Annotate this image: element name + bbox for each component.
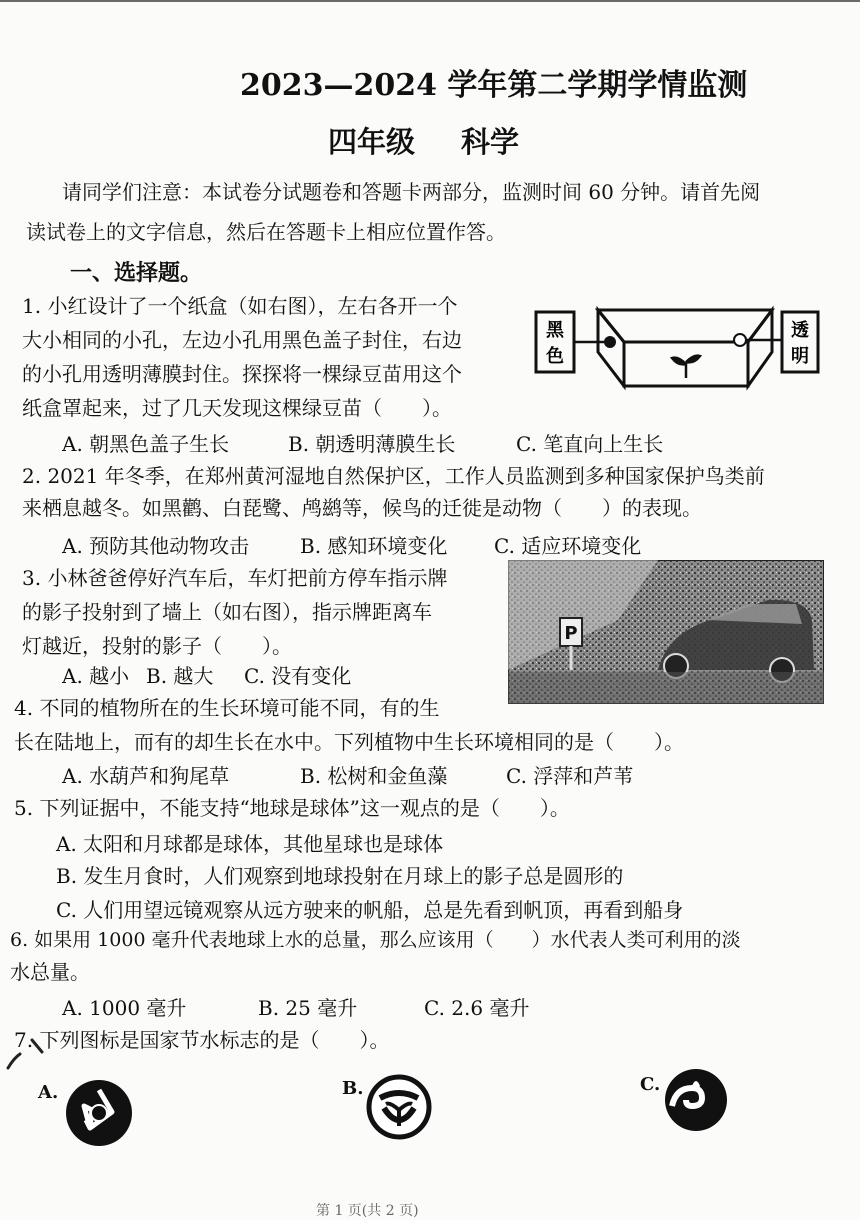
q6-line-2: 水总量。 bbox=[10, 960, 90, 984]
q5-line-1: 5. 下列证据中，不能支持“地球是球体”这一观点的是（ ）。 bbox=[14, 796, 570, 820]
subject-label: 科学 bbox=[461, 125, 520, 159]
parking-sign-letter: P bbox=[564, 623, 578, 644]
q2-line-1: 2. 2021 年冬季，在郑州黄河湿地自然保护区，工作人员监测到多种国家保护鸟类前 bbox=[22, 464, 765, 488]
handwritten-mark bbox=[2, 1036, 46, 1076]
q1-option-b: B. 朝透明薄膜生长 bbox=[288, 432, 456, 456]
black-label-1: 黑 bbox=[546, 320, 564, 341]
q1-option-c: C. 笔直向上生长 bbox=[516, 432, 664, 456]
notice-line-2: 读试卷上的文字信息，然后在答题卡上相应位置作答。 bbox=[26, 220, 506, 244]
q6-option-b: B. 25 毫升 bbox=[258, 996, 358, 1020]
green-food-logo-icon bbox=[366, 1074, 432, 1140]
q7-option-c-label: C. bbox=[640, 1074, 661, 1095]
q5-option-a: A. 太阳和月球都是球体，其他星球也是球体 bbox=[56, 832, 444, 856]
q6-option-a: A. 1000 毫升 bbox=[62, 996, 187, 1020]
car-photo-figure bbox=[508, 560, 824, 704]
q4-line-2: 长在陆地上，而有的却生长在水中。下列植物中生长环境相同的是（ ）。 bbox=[14, 730, 684, 754]
q2-line-2: 来栖息越冬。如黑鹳、白琵鹭、鸬鹚等，候鸟的迁徙是动物（ ）的表现。 bbox=[22, 496, 702, 520]
q4-option-b: B. 松树和金鱼藻 bbox=[300, 764, 448, 788]
q1-line-2: 大小相同的小孔，左边小孔用黑色盖子封住，右边 bbox=[22, 328, 462, 352]
q7-option-b-label: B. bbox=[342, 1078, 364, 1099]
q6-option-c: C. 2.6 毫升 bbox=[424, 996, 530, 1020]
clear-label-2: 明 bbox=[791, 346, 809, 367]
sprout-icon bbox=[672, 356, 700, 378]
q3-option-a: A. 越小 bbox=[62, 664, 130, 688]
q1-line-4: 纸盒罩起来，过了几天发现这棵绿豆苗（ ）。 bbox=[22, 396, 452, 420]
q5-option-c: C. 人们用望远镜观察从远方驶来的帆船，总是先看到帆顶，再看到船身 bbox=[56, 898, 684, 922]
q5-option-b: B. 发生月食时，人们观察到地球投射在月球上的影子总是圆形的 bbox=[56, 864, 624, 888]
q4-line-1: 4. 不同的植物所在的生长环境可能不同，有的生 bbox=[14, 696, 440, 720]
q1-line-1: 1. 小红设计了一个纸盒（如右图），左右各开一个 bbox=[22, 294, 458, 318]
paper-box-figure bbox=[530, 300, 830, 400]
q7-line-1: 7. 下列图标是国家节水标志的是（ ）。 bbox=[14, 1028, 390, 1052]
clear-label-1: 透 bbox=[791, 320, 809, 341]
q3-line-3: 灯越近，投射的影子（ ）。 bbox=[22, 634, 292, 658]
q6-line-1: 6. 如果用 1000 毫升代表地球上水的总量，那么应该用（ ）水代表人类可利用的淡 bbox=[10, 929, 741, 951]
exam-title: 2023—2024 学年第二学期学情监测 bbox=[240, 68, 748, 103]
q2-option-b: B. 感知环境变化 bbox=[300, 534, 448, 558]
q3-option-c: C. 没有变化 bbox=[244, 664, 352, 688]
notice-line-1: 请同学们注意：本试卷分试题卷和答题卡两部分，监测时间 60 分钟。请首先阅 bbox=[62, 180, 761, 204]
exam-subtitle bbox=[328, 120, 519, 161]
q3-line-1: 3. 小林爸爸停好汽车后，车灯把前方停车指示牌 bbox=[22, 566, 448, 590]
page-footer: 第 1 页(共 2 页) bbox=[316, 1203, 419, 1219]
black-label-2: 色 bbox=[546, 346, 564, 367]
clear-hole-dot bbox=[734, 334, 746, 346]
q4-option-c: C. 浮萍和芦苇 bbox=[506, 764, 634, 788]
q7-option-a-label: A. bbox=[38, 1082, 59, 1103]
grade-label: 四年级 bbox=[328, 125, 416, 159]
q4-option-a: A. 水葫芦和狗尾草 bbox=[62, 764, 230, 788]
q2-option-a: A. 预防其他动物攻击 bbox=[62, 534, 250, 558]
q1-line-3: 的小孔用透明薄膜封住。探探将一棵绿豆苗用这个 bbox=[22, 362, 462, 386]
q1-option-a: A. 朝黑色盖子生长 bbox=[62, 432, 230, 456]
black-hole-dot bbox=[604, 336, 616, 348]
q3-line-2: 的影子投射到了墙上（如右图），指示牌距离车 bbox=[22, 600, 432, 624]
section-title: 一、选择题。 bbox=[70, 260, 203, 286]
recycle-logo-icon bbox=[62, 1076, 136, 1150]
water-saving-logo-icon bbox=[662, 1066, 730, 1134]
page-top-edge bbox=[0, 0, 860, 2]
q3-option-b: B. 越大 bbox=[146, 664, 214, 688]
q2-option-c: C. 适应环境变化 bbox=[494, 534, 642, 558]
